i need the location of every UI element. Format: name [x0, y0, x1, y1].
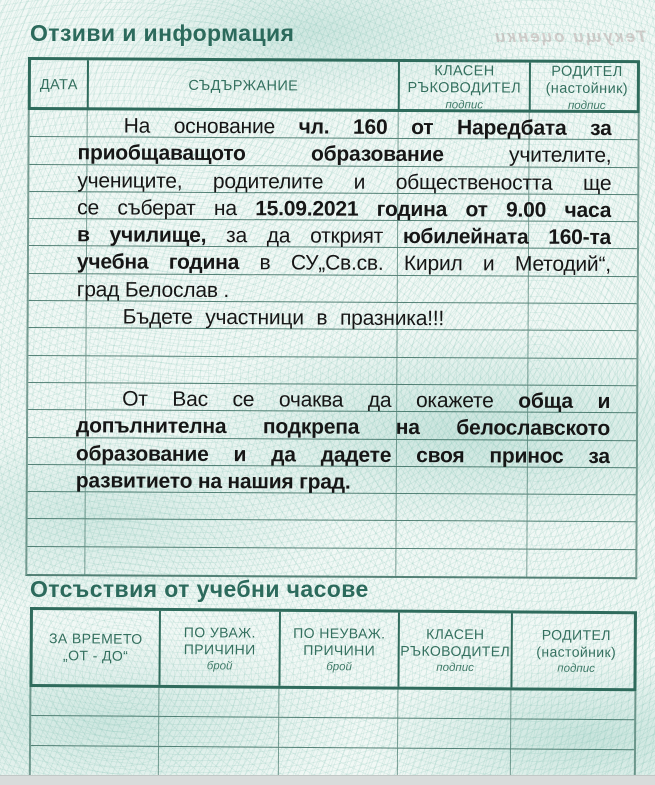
- announcement-bold-text: приобщаващото образование: [77, 141, 444, 167]
- reviews-table-cell: [28, 492, 86, 519]
- announcement-line: [77, 140, 611, 170]
- absences-table-header-label: КЛАСЕН: [426, 626, 485, 643]
- announcement-text-span: учениците, родителите и обществеността ще: [77, 168, 612, 195]
- reviews-table-cell: [527, 549, 639, 577]
- absences-table-header-label: (настойник): [536, 643, 617, 661]
- announcement-line: [77, 221, 611, 251]
- absences-table-body: [29, 687, 637, 781]
- absences-table-header-label: ПО НЕУВАЖ.: [293, 625, 386, 642]
- absences-table-header-row: [29, 607, 637, 691]
- absences-table-cell: [31, 687, 159, 716]
- reviews-table-header-4: [531, 63, 643, 114]
- announcement-bold-text: допълнителна подкрепа на белославското: [76, 414, 611, 441]
- section-title-absences: Отсъствия от учебни часове: [30, 576, 369, 602]
- announcement-text-span: учителите,: [443, 143, 612, 168]
- reviews-table-header-2: [89, 60, 400, 112]
- announcement-line: [76, 413, 610, 443]
- reviews-table-header-label: РОДИТЕЛ: [551, 63, 623, 81]
- announcement-line: [77, 303, 611, 333]
- announcement-bold-text: юбилейната 160-та: [402, 225, 612, 250]
- reviews-table-cell: [27, 547, 85, 575]
- bleed-through-text: Текущи оценки: [493, 27, 647, 46]
- announcement-line: [76, 440, 610, 470]
- absences-table-cell: [159, 746, 279, 776]
- announcement-text-span: град Белослав .: [76, 278, 230, 302]
- absences-table-cell: [398, 690, 511, 719]
- absences-table-cell: [398, 748, 511, 778]
- absences-table-header-subscript: брой: [206, 659, 233, 672]
- announcement-line: [77, 249, 611, 279]
- absences-table-row: [31, 716, 634, 750]
- announcement-text-span: От Вас се очаква да окажете: [122, 387, 519, 413]
- announcement-text: [76, 112, 612, 497]
- absences-table-cell: [159, 717, 279, 746]
- absences-table-cell: [511, 720, 638, 749]
- announcement-line: [76, 467, 610, 497]
- announcement-text-span: се съберат на: [77, 196, 256, 221]
- reviews-table-header-label: РЪКОВОДИТЕЛ: [407, 80, 522, 97]
- announcement-bold-text: обща и: [518, 389, 611, 414]
- announcement-bold-text: учебна година: [76, 250, 240, 275]
- absences-table-header-label: РЪКОВОДИТЕЛ: [400, 642, 511, 660]
- absences-table-cell: [279, 747, 398, 777]
- absences-table-cell: [31, 746, 159, 776]
- absences-table-header-label: ЗА ВРЕМЕТО: [48, 630, 143, 648]
- absences-table-cell: [31, 716, 159, 745]
- announcement-line: [77, 276, 611, 306]
- scan-edge-strip: [0, 775, 655, 785]
- reviews-table-cell: [396, 521, 527, 548]
- reviews-table-cell: [397, 494, 528, 521]
- announcement-line: [76, 385, 610, 415]
- announcement-text-span: На основание: [123, 114, 299, 139]
- reviews-table-header-subscript: подпис: [445, 99, 484, 112]
- announcement-text-span: в СУ„Св.св. Кирил и Методий“,: [239, 251, 611, 277]
- absences-table-row: [31, 687, 634, 721]
- reviews-table-header-1: [31, 60, 89, 111]
- absences-table-header-4: [399, 613, 513, 688]
- absences-table: [29, 607, 637, 781]
- absences-table-header-subscript: подпис: [557, 662, 595, 675]
- announcement-text-span: Бъдете участници в празника!!!: [122, 305, 445, 331]
- absences-table-cell: [279, 718, 398, 747]
- reviews-table-header-label: (настойник): [545, 80, 629, 98]
- absences-table-header-3: [280, 612, 400, 687]
- absences-table-header-subscript: брой: [326, 660, 352, 673]
- absences-table-cell: [279, 689, 398, 718]
- announcement-bold-text: развитието на нашия град.: [75, 469, 351, 494]
- reviews-table-header-subscript: подпис: [567, 100, 606, 113]
- section-title-reviews: Отзиви и информация: [30, 20, 295, 46]
- announcement-line: [77, 194, 611, 224]
- absences-table-header-subscript: подпис: [436, 661, 474, 674]
- reviews-table-row: [27, 519, 635, 549]
- absences-table-header-label: РОДИТЕЛ: [541, 627, 611, 644]
- announcement-bold-text: в училище,: [77, 223, 207, 248]
- reviews-table-cell: [527, 522, 639, 549]
- reviews-table-cell: [85, 547, 396, 576]
- absences-table-header-5: [512, 613, 640, 688]
- absences-table-header-label: „ОТ - ДО“: [63, 647, 129, 664]
- absences-table-header-label: ПРИЧИНИ: [303, 641, 376, 659]
- announcement-bold-text: 15.09.2021 година от 9.00 часа: [255, 197, 612, 222]
- reviews-table-header-label: КЛАСЕН: [434, 63, 495, 80]
- announcement-line: [76, 331, 610, 361]
- absences-table-cell: [511, 690, 638, 719]
- reviews-table-header-label: ДАТА: [39, 76, 78, 93]
- announcement-line: [78, 112, 612, 142]
- absences-table-header-2: [160, 611, 281, 686]
- announcement-line: [77, 167, 611, 197]
- reviews-table-cell: [86, 492, 397, 520]
- reviews-table-cell: [85, 520, 396, 548]
- reviews-table-header-row: [28, 57, 640, 113]
- reviews-table-header-label: СЪДЪРЖАНИЕ: [188, 77, 299, 94]
- reviews-table-cell: [396, 549, 527, 577]
- announcement-bold-text: чл. 160 от Наредбата за: [298, 115, 612, 141]
- absences-table-cell: [398, 719, 511, 748]
- reviews-table-cell: [528, 495, 640, 522]
- announcement-bold-text: образование и да дадете своя принос за: [75, 441, 610, 468]
- reviews-table-row: [27, 547, 635, 577]
- absences-table-header-1: [32, 610, 161, 685]
- reviews-table-header-3: [400, 62, 531, 113]
- absences-table-cell: [159, 688, 279, 717]
- announcement-line: [76, 358, 610, 388]
- reviews-table-cell: [27, 519, 85, 546]
- reviews-table: [25, 57, 640, 579]
- absences-table-header-label: ПРИЧИНИ: [183, 641, 256, 658]
- absences-table-header-label: ПО УВАЖ.: [183, 624, 256, 642]
- announcement-text-span: за да открият: [206, 224, 403, 249]
